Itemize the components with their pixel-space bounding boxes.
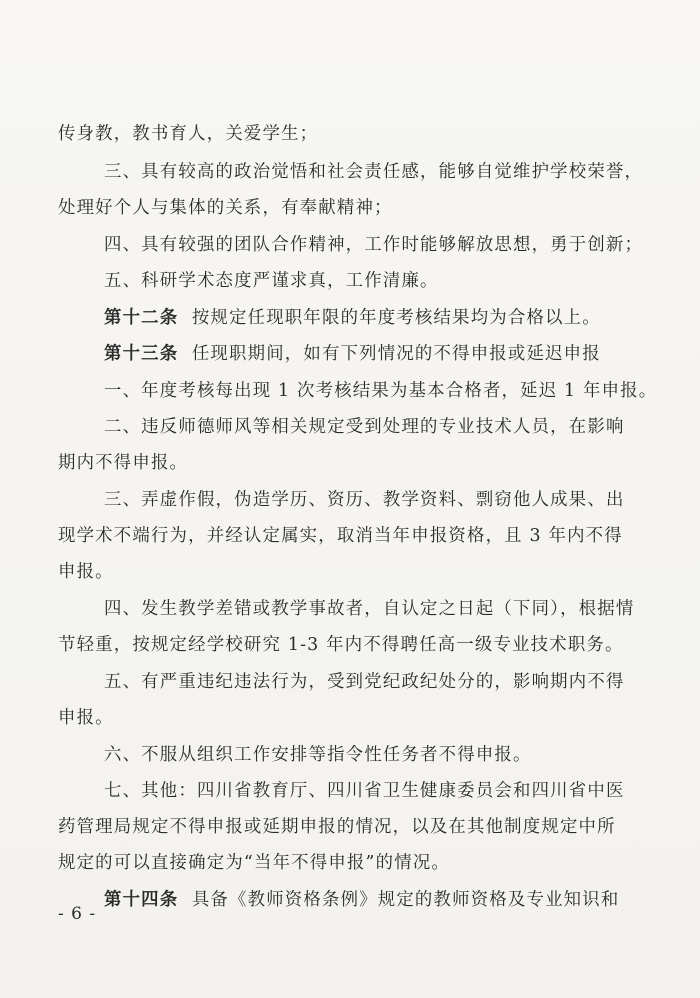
text-line: 五、有严重违纪违法行为，受到党纪政纪处分的，影响期内不得 — [104, 672, 625, 692]
text-line: 期内不得申报。 — [58, 453, 189, 473]
page-number: - 6 - — [58, 904, 97, 924]
text-line: 三、弄虚作假，伪造学历、资历、教学资料、剽窃他人成果、出 — [104, 490, 625, 510]
text-line: 四、具有较强的团队合作精神，工作时能够解放思想，勇于创新； — [104, 235, 644, 255]
text-line: 药管理局规定不得申报或延期申报的情况，以及在其他制度规定中所 — [58, 817, 616, 837]
article-12 — [104, 306, 601, 330]
article-text: 具备《教师资格条例》规定的教师资格及专业知识和 — [191, 890, 620, 910]
article-text: 任现职期间，如有下列情况的不得申报或延迟申报 — [191, 344, 601, 364]
text-line: 现学术不端行为，并经认定属实，取消当年申报资格，且 3 年内不得 — [58, 526, 623, 546]
text-line: 传身教，教书育人，关爱学生； — [58, 124, 319, 144]
text-line: 一、年度考核每出现 1 次考核结果为基本合格者，延迟 1 年申报。 — [104, 381, 658, 401]
text-line: 七、其他：四川省教育厅、四川省卫生健康委员会和四川省中医 — [104, 781, 625, 801]
text-line: 五、科研学术态度严谨求真，工作清廉。 — [104, 271, 439, 291]
text-line: 规定的可以直接确定为“当年不得申报”的情况。 — [58, 853, 450, 873]
article-label: 第十三条 — [104, 344, 179, 364]
article-13 — [104, 342, 601, 366]
text-line: 六、不服从组织工作安排等指令性任务者不得申报。 — [104, 745, 532, 765]
text-line: 四、发生教学差错或教学事故者，自认定之日起（下同），根据情 — [104, 599, 635, 619]
text-line: 二、违反师德师风等相关规定受到处理的专业技术人员，在影响 — [104, 417, 625, 437]
article-text: 按规定任现职年限的年度考核结果均为合格以上。 — [191, 308, 601, 328]
text-line: 申报。 — [58, 708, 114, 728]
article-label: 第十四条 — [104, 890, 179, 910]
text-line: 节轻重，按规定经学校研究 1-3 年内不得聘任高一级专业技术职务。 — [58, 635, 624, 655]
article-label: 第十二条 — [104, 308, 179, 328]
article-14 — [104, 888, 619, 912]
text-line: 申报。 — [58, 562, 114, 582]
text-line: 处理好个人与集体的关系，有奉献精神； — [58, 198, 393, 218]
text-line: 三、具有较高的政治觉悟和社会责任感，能够自觉维护学校荣誉， — [104, 162, 644, 182]
